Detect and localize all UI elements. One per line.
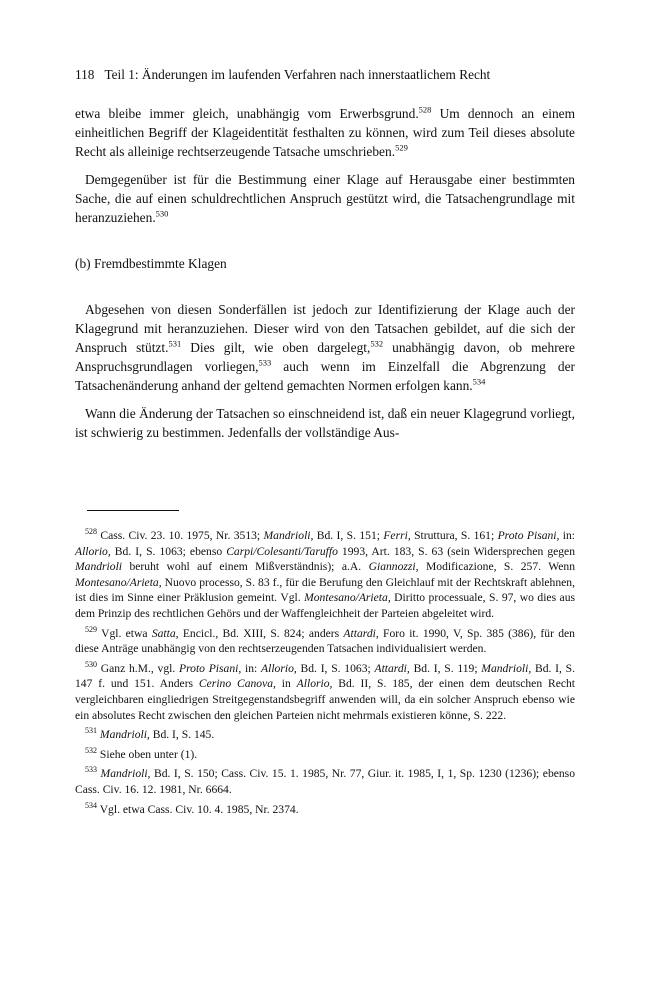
page (75, 66, 575, 821)
footnote-number: 533 (85, 765, 97, 775)
text-run: Um dennoch an einem einheitlichen Begriff der Klageidentität festhalten zu können, wird zum Teil dieses absolute Recht als alleinige rechtserzeugende Tatsache umschrieben. (75, 106, 575, 159)
footnote-number: 531 (85, 726, 97, 736)
text-run: etwa bleibe immer gleich, unabhängig vom Erwerbsgrund. (75, 106, 419, 121)
text-run: Demgegenüber ist für die Bestimmung einer Klage auf Herausgabe einer bestimmten Sache, die auf einen schuldrechtlichen Anspruch gestützt wird, die Tatsachengrundlage mit heranzuziehen. (75, 172, 575, 225)
text-run: auch wenn im Einzelfall die Abgrenzung der Tatsachenänderung anhand der geltend gemachten Normen erfolgen kann. (75, 359, 576, 393)
text-run: Dies gilt, wie oben dargelegt, (181, 340, 371, 355)
text-run: unabhängig davon, ob mehrere Anspruchsgrundlagen vorliegen, (75, 340, 575, 374)
footnote-number: 530 (85, 659, 97, 669)
footnote-534: $^{534}$ Vgl. etwa Cass. Civ. 10. 4. 1985, Nr. 2374. (85, 800, 299, 816)
section-heading: (b) Fremdbestimmte Klagen (75, 256, 227, 271)
footnote-ref[interactable]: 531 (168, 338, 182, 349)
text-run: Wann die Änderung der Tatsachen so einschneidend ist, daß ein neuer Klagegrund vorliegt, ist schwierig zu bestimmen. Jedenfalls der vollständige Aus- (75, 406, 575, 440)
footnote-ref[interactable]: 533 (258, 357, 272, 368)
footnotes (75, 528, 575, 817)
footnote-separator (87, 510, 179, 511)
paragraph-1 (75, 104, 575, 161)
footnote-ref[interactable]: 528 (418, 104, 432, 115)
footnote-number: 529 (85, 624, 97, 634)
footnote-number: 528 (85, 527, 97, 537)
running-header (75, 66, 575, 84)
footnote-531: $^{531}$ Mandrioli, Bd. I, S. 145. (85, 726, 215, 742)
main-text (75, 104, 575, 442)
footnote-528: $^{528}$ Cass. Civ. 23. 10. 1975, Nr. 3513; Mandrioli, Bd. I, S. 151; Ferri, Struttura, S. 161; Proto Pisani, in: Allorio, Bd. I, S. 1063; ebenso Carpi/Colesanti/Taruffo 1993, Art. 183, S. 63 (sein Widersprechen gegen Mandrioli beruht wohl auf einem Mißverständnis); a.A. Giannozzi, Modificazione, S. 257. Wenn Montesano/Arieta, Nuovo processo, S. 83 f., für die Berufung den Gleichlauf mit der Rechtskraft ablehnen, ist dies im Sinne einer Präklusion gemeint. Vgl. Montesano/Arieta, Diritto processuale, S. 97, wo dies aus dem Prinzip des rechtlichen Gehörs und der Waffengleichheit der Parteien abgeleitet wird. (75, 527, 576, 620)
page-number: 118 (75, 67, 95, 82)
footnote-ref[interactable]: 532 (370, 338, 384, 349)
footnote-530: $^{530}$ Ganz h.M., vgl. Proto Pisani, in: Allorio, Bd. I, S. 1063; Attardi, Bd. I, S. 119; Mandrioli, Bd. I, S. 147 f. und 151. Anders Cerino Canova, in Allorio, Bd. II, S. 185, der einen dem deutschen Recht vergleichbaren eingliedrigen Streitgegenstandsbegriff anwenden will, da ein solcher Anspruch ebenso wie ein absolutes Recht zwischen den gleichen Parteien nicht mehrmals existieren könne, S. 222. (75, 659, 576, 722)
paragraph-3 (75, 300, 575, 395)
footnote-532: $^{532}$ Siehe oben unter (1). (85, 745, 198, 761)
footnote-ref[interactable]: 530 (155, 208, 169, 219)
footnote-529: $^{529}$ Vgl. etwa Satta, Encicl., Bd. XIII, S. 824; anders Attardi, Foro it. 1990, V, Sp. 385 (386), für den diese Anträge unabhängig von den rechtserzeugenden Tatsachen individualisiert werden. (75, 624, 575, 656)
footnote-ref[interactable]: 529 (395, 142, 408, 153)
paragraph-4 (75, 404, 575, 442)
footnote-number: 534 (85, 800, 97, 810)
footnote-533: $^{533}$ Mandrioli, Bd. I, S. 150; Cass. Civ. 15. 1. 1985, Nr. 77, Giur. it. 1985, I, 1, Sp. 1230 (1236); ebenso Cass. Civ. 16. 12. 1981, Nr. 6664. (75, 765, 575, 796)
footnote-number: 532 (85, 745, 97, 755)
footnote-ref[interactable]: 534 (472, 376, 486, 387)
running-title: Teil 1: Änderungen im laufenden Verfahren nach innerstaatlichem Recht (104, 67, 491, 82)
paragraph-2 (75, 170, 575, 227)
text-run: Abgesehen von diesen Sonderfällen ist jedoch zur Identifizierung der Klage auch der Klagegrund mit heranzuziehen. Dieser wird von den Tatsachen gebildet, auf die sich der Anspruch stützt. (75, 302, 575, 355)
